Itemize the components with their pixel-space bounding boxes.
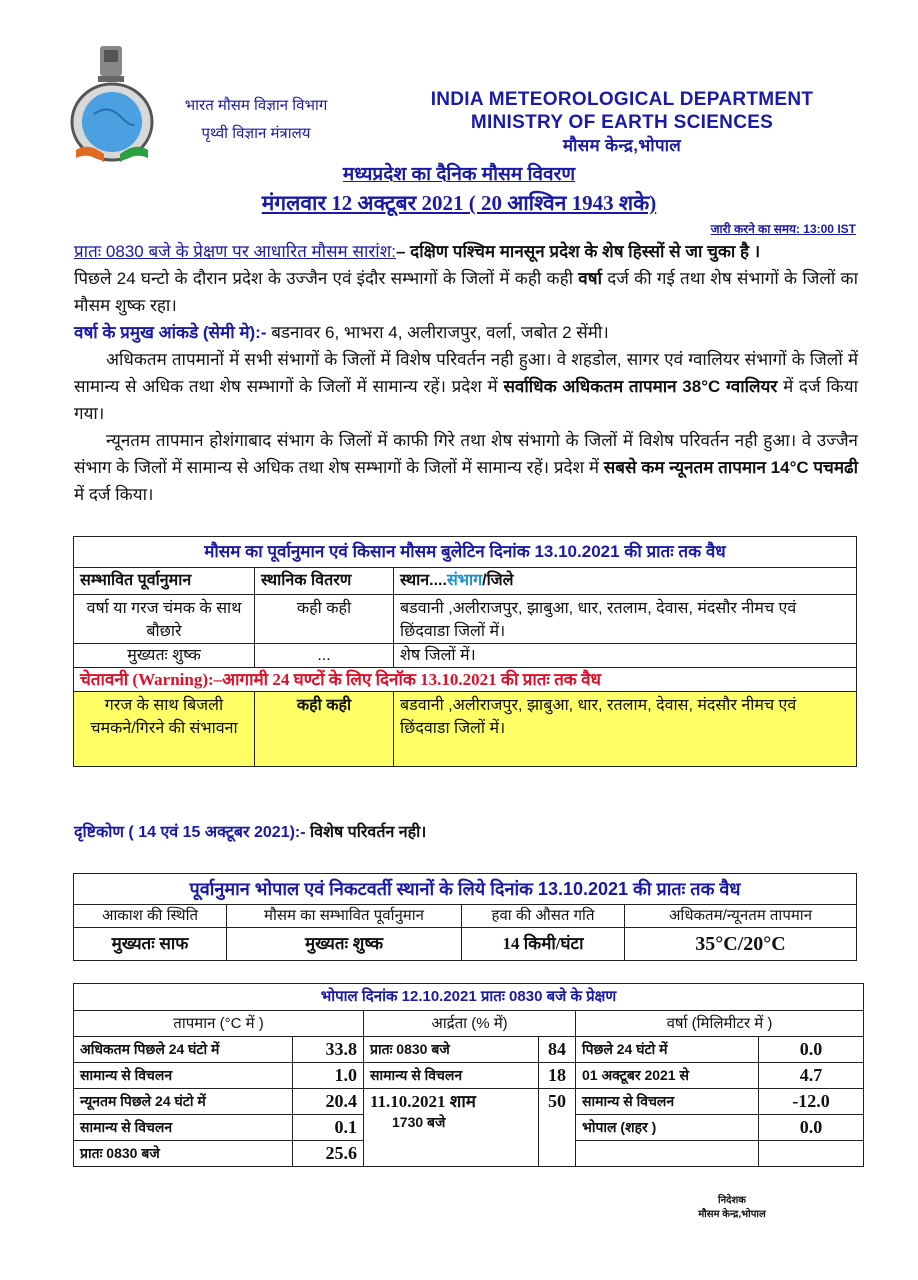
value-weather: मुख्यतः शुष्क bbox=[227, 928, 462, 961]
district-forecast-table bbox=[73, 536, 857, 767]
english-organization-name bbox=[372, 88, 872, 157]
temp-value: 0.1 bbox=[293, 1115, 364, 1141]
signature bbox=[672, 1194, 792, 1222]
signature-office: मौसम केन्द्र,भोपाल bbox=[698, 1209, 766, 1220]
table-row bbox=[74, 1089, 864, 1115]
rain-header: वर्षा (मिलिमीटर में ) bbox=[576, 1011, 864, 1037]
humidity-evening-cell bbox=[364, 1089, 539, 1167]
table-row bbox=[74, 595, 857, 644]
weather-summary bbox=[74, 238, 858, 508]
rain-figures-para bbox=[74, 319, 858, 346]
min-temp-para bbox=[74, 427, 858, 508]
humidity-label: प्रातः 0830 बजे bbox=[364, 1037, 539, 1063]
outlook-label: दृष्टिकोण ( 14 एवं 15 अक्टूबर 2021):- bbox=[74, 824, 306, 841]
rain-label: 01 अक्टूबर 2021 से bbox=[576, 1063, 759, 1089]
humidity-label: 11.10.2021 शाम bbox=[370, 1092, 476, 1111]
forecast-cell: वर्षा या गरज चंमक के साथ बौछारे bbox=[74, 595, 255, 644]
humidity-label-time: 1730 बजे bbox=[392, 1114, 446, 1130]
bhopal-forecast-caption: पूर्वानुमान भोपाल एवं निकटवर्ती स्थानों के लिये दिनांक 13.10.2021 की प्रातः तक वैध bbox=[74, 874, 857, 905]
forecast-cell: मुख्यतः शुष्क bbox=[74, 644, 255, 668]
observation-caption: भोपाल दिनांक 12.10.2021 प्रातः 0830 बजे के प्रेक्षण bbox=[74, 984, 864, 1011]
rainfall-para bbox=[74, 265, 858, 319]
empty-cell bbox=[576, 1141, 759, 1167]
rain-label: भोपाल (शहर ) bbox=[576, 1115, 759, 1141]
outlook bbox=[74, 820, 426, 842]
hindi-org-line1: भारत मौसम विज्ञान विभाग bbox=[184, 97, 328, 114]
min-temp-text-a: न्यूनतम तापमान होशंगाबाद संभाग के जिलों में काफी गिरे तथा शेष संभागो के जिलों में विशेष परिवर्तन नही हुआ। वे उज्जैन संभाग के जिलों में सामान्य से अधिक तथा शेष सम्भागों के जिलों में सामान्य रहें। प्रदेश में bbox=[74, 431, 858, 477]
summary-heading-rest: – दक्षिण पश्चिम मानसून प्रदेश के शेष हिस्सों से जा चुका है । bbox=[395, 242, 761, 261]
temp-label: प्रातः 0830 बजे bbox=[74, 1141, 293, 1167]
temp-label: अधिकतम पिछले 24 घंटो में bbox=[74, 1037, 293, 1063]
empty-cell bbox=[759, 1141, 864, 1167]
distribution-cell: ... bbox=[255, 644, 394, 668]
table-row bbox=[74, 1037, 864, 1063]
value-wind: 14 किमी/घंटा bbox=[462, 928, 625, 961]
warning-caption: चेतावनी (Warning):–आगामी 24 घण्टों के लिए दिनॉक 13.10.2021 की प्रातः तक वैध bbox=[74, 668, 857, 692]
col3-c: /जिले bbox=[482, 572, 514, 589]
summary-heading: प्रातः 0830 बजे के प्रेक्षण पर आधारित मौसम सारांश: bbox=[74, 242, 396, 261]
value-sky: मुख्यतः साफ bbox=[74, 928, 227, 961]
eng-org-line2: MINISTRY OF EARTH SCIENCES bbox=[470, 112, 774, 133]
signature-title: निदेशक bbox=[718, 1195, 746, 1206]
rain-figures-label: वर्षा के प्रमुख आंकडे (सेमी मे):- bbox=[74, 323, 267, 342]
col-header-distribution: स्थानिक वितरण bbox=[255, 568, 394, 595]
col3-b: संभाग bbox=[446, 572, 483, 589]
warning-forecast-cell: गरज के साथ बिजली चमकने/गिरने की संभावना bbox=[74, 692, 255, 767]
humidity-label: सामान्य से विचलन bbox=[364, 1063, 539, 1089]
imd-emblem-icon bbox=[68, 44, 156, 164]
header-temp: अधिकतम/न्यूनतम तापमान bbox=[625, 905, 857, 928]
centre-name: मौसम केन्द्र,भोपाल bbox=[562, 136, 682, 155]
humidity-value: 50 bbox=[539, 1089, 576, 1167]
forecast-caption: मौसम का पूर्वानुमान एवं किसान मौसम बुलेटिन दिनांक 13.10.2021 की प्रातः तक वैध bbox=[74, 537, 857, 568]
temp-value: 1.0 bbox=[293, 1063, 364, 1089]
warning-distribution-cell: कही कही bbox=[255, 692, 394, 767]
rain-label: सामान्य से विचलन bbox=[576, 1089, 759, 1115]
places-cell: बडवानी ,अलीराजपुर, झाबुआ, धार, रतलाम, देवास, मंदसौर नीमच एवं छिंदवाडा जिलों में। bbox=[394, 595, 857, 644]
humidity-value: 18 bbox=[539, 1063, 576, 1089]
max-temp-highlight: सर्वाधिक अधिकतम तापमान 38°C ग्वालियर bbox=[503, 377, 778, 396]
max-temp-para bbox=[74, 346, 858, 427]
outlook-text: विशेष परिवर्तन नही। bbox=[305, 824, 427, 841]
temp-value: 33.8 bbox=[293, 1037, 364, 1063]
table-row bbox=[74, 644, 857, 668]
rain-label: पिछले 24 घंटो में bbox=[576, 1037, 759, 1063]
rain-value: -12.0 bbox=[759, 1089, 864, 1115]
rain-value: 0.0 bbox=[759, 1037, 864, 1063]
max-temp-text-b: में दर्ज किया गया। bbox=[74, 377, 858, 423]
warning-row bbox=[74, 692, 857, 767]
max-temp-text-a: अधिकतम तापमानों में सभी संभागों के जिलों में विशेष परिवर्तन नही हुआ। वे शहडोल, सागर एवं ग्वालियर संभागों के जिलों में सामान्य से अधिक तथा शेष सम्भागों के जिलों में सामान्य रहें। प्रदेश में bbox=[74, 350, 858, 396]
header-sky: आकाश की स्थिति bbox=[74, 905, 227, 928]
col-header-places bbox=[394, 568, 857, 595]
rain-value: 4.7 bbox=[759, 1063, 864, 1089]
col-header-forecast: सम्भावित पूर्वानुमान bbox=[74, 568, 255, 595]
temp-value: 20.4 bbox=[293, 1089, 364, 1115]
col3-a: स्थान.... bbox=[400, 572, 447, 589]
bhopal-observation-table bbox=[73, 983, 864, 1167]
min-temp-text-b: में दर्ज किया। bbox=[74, 485, 154, 504]
warning-places-cell: बडवानी ,अलीराजपुर, झाबुआ, धार, रतलाम, देवास, मंदसौर नीमच एवं छिंदवाडा जिलों में। bbox=[394, 692, 857, 767]
summary-heading-para bbox=[74, 238, 858, 265]
temp-label: सामान्य से विचलन bbox=[74, 1063, 293, 1089]
eng-org-line1: INDIA METEOROLOGICAL DEPARTMENT bbox=[430, 89, 814, 110]
rain-figures-values: बडनावर 6, भाभरा 4, अलीराजपुर, वर्ला, जबोत 2 सेंमी। bbox=[266, 323, 609, 342]
value-temp: 35°C/20°C bbox=[625, 928, 857, 961]
header-weather: मौसम का सम्भावित पूर्वानुमान bbox=[227, 905, 462, 928]
temp-header: तापमान (°C में ) bbox=[74, 1011, 364, 1037]
page-title: मध्यप्रदेश का दैनिक मौसम विवरण bbox=[342, 164, 576, 185]
header-wind: हवा की औसत गति bbox=[462, 905, 625, 928]
temp-value: 25.6 bbox=[293, 1141, 364, 1167]
min-temp-highlight: सबसे कम न्यूनतम तापमान 14°C पचमढी bbox=[603, 458, 858, 477]
rainfall-text-a: पिछले 24 घन्टो के दौरान प्रदेश के उज्जैन एवं इंदौर सम्भागों के जिलों में कही कही bbox=[74, 269, 579, 288]
issue-time: जारी करने का समय: 13:00 IST bbox=[710, 222, 856, 236]
temp-label: सामान्य से विचलन bbox=[74, 1115, 293, 1141]
hindi-organization-name bbox=[166, 92, 346, 148]
hindi-org-line2: पृथ्वी विज्ञान मंत्रालय bbox=[201, 125, 311, 142]
places-cell: शेष जिलों में। bbox=[394, 644, 857, 668]
temp-label: न्यूनतम पिछले 24 घंटो में bbox=[74, 1089, 293, 1115]
rainfall-text-b: दर्ज की गई तथा शेष संभागों के जिलों का मौसम शुष्क रहा। bbox=[74, 269, 858, 315]
rainfall-text-bold: वर्षा bbox=[578, 269, 602, 288]
table-row bbox=[74, 1063, 864, 1089]
date-line: मंगलवार 12 अक्टूबर 2021 ( 20 आश्विन 1943 शके) bbox=[261, 191, 657, 215]
rain-value: 0.0 bbox=[759, 1115, 864, 1141]
humidity-header: आर्द्रता (% में) bbox=[364, 1011, 576, 1037]
distribution-cell: कही कही bbox=[255, 595, 394, 644]
bhopal-forecast-table bbox=[73, 873, 857, 961]
humidity-value: 84 bbox=[539, 1037, 576, 1063]
